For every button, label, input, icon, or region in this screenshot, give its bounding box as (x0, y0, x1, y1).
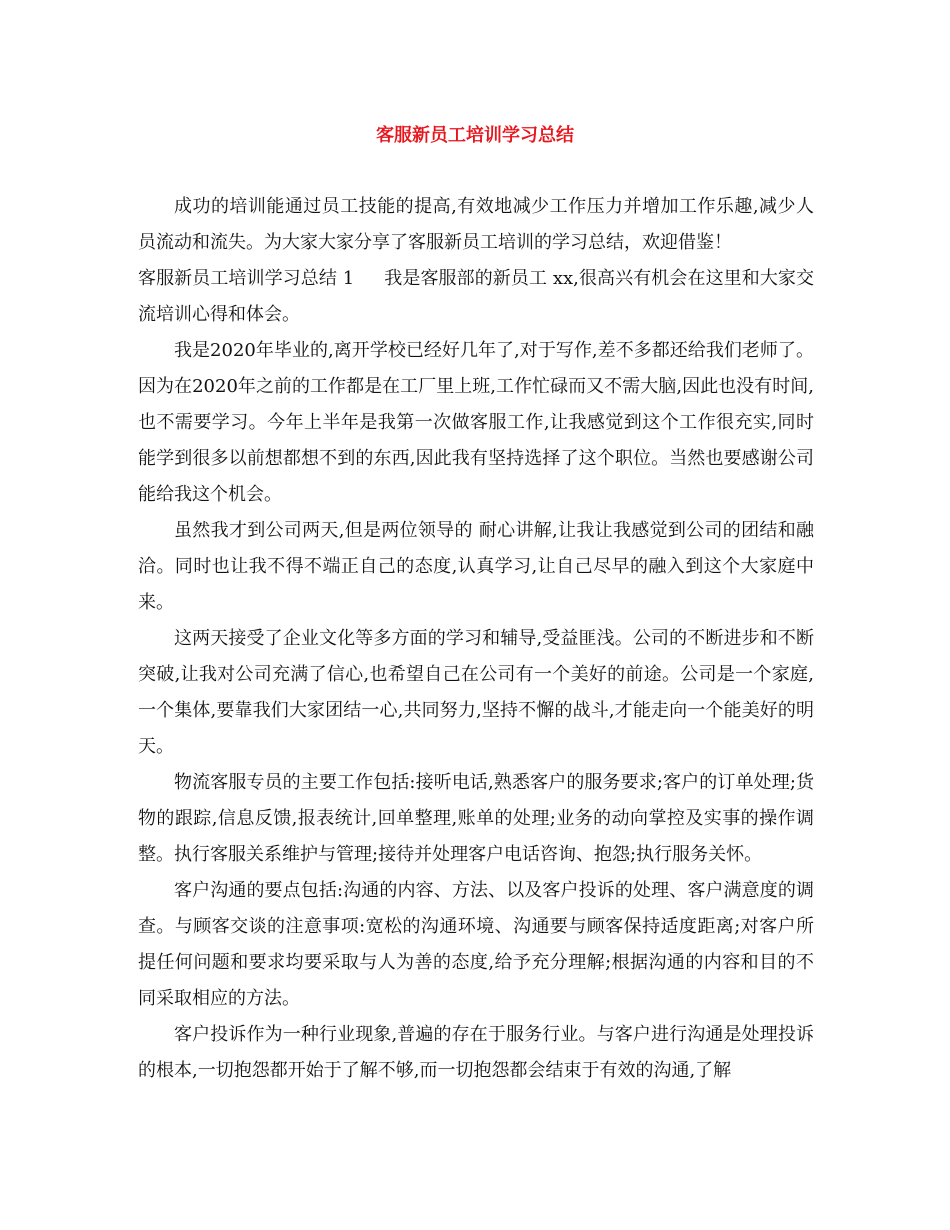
document-title: 客服新员工培训学习总结 (376, 125, 574, 146)
paragraph-communication: 客户沟通的要点包括:沟通的内容、方法、以及客户投诉的处理、客户满意度的调查。与顾客交谈的注意事项:宽松的沟通环境、沟通要与顾客保持适度距离;对客户所提任何问题和要求均要采取与人为善的态度,给予充分理解;根据沟通的内容和目的不同采取相应的方法。 (138, 880, 814, 1009)
section-heading: 客服新员工培训学习总结 1 (138, 268, 355, 289)
paragraph-team: 虽然我才到公司两天,但是两位领导的 耐心讲解,让我让我感觉到公司的团结和融洽。同时也让我不得不端正自己的态度,认真学习,让自己尽早的融入到这个大家庭中来。 (138, 520, 814, 613)
paragraph-duties: 物流客服专员的主要工作包括:接听电话,熟悉客户的服务要求;客户的订单处理;货物的跟踪,信息反馈,报表统计,回单整理,账单的处理;业务的动向掌控及实事的操作调整。执行客服关系维护与管理;接待并处理客户电话咨询、抱怨;执行服务关怀。 (138, 772, 814, 865)
paragraph-section-start (138, 261, 814, 333)
paragraph-culture: 这两天接受了企业文化等多方面的学习和辅导,受益匪浅。公司的不断进步和不断突破,让我对公司充满了信心,也希望自己在公司有一个美好的前途。公司是一个家庭,一个集体,要靠我们大家团结一心,共同努力,坚持不懈的战斗,才能走向一个能美好的明天。 (138, 628, 814, 757)
paragraph-complaints: 客户投诉作为一种行业现象,普遍的存在于服务行业。与客户进行沟通是处理投诉的根本,一切抱怨都开始于了解不够,而一切抱怨都会结束于有效的沟通,了解 (138, 1024, 814, 1081)
document-body (138, 189, 814, 1089)
paragraph-intro: 成功的培训能通过员工技能的提高,有效地减少工作压力并增加工作乐趣,减少人员流动和流失。为大家大家分享了客服新员工培训的学习总结，欢迎借鉴！ (138, 196, 814, 253)
paragraph-background: 我是2020年毕业的,离开学校已经好几年了,对于写作,差不多都还给我们老师了。因为在2020年之前的工作都是在工厂里上班,工作忙碌而又不需大脑,因此也没有时间,也不需要学习。今年上半年是我第一次做客服工作,让我感觉到这个工作很充实,同时能学到很多以前想都想不到的东西,因此我有坚持选择了这个职位。当然也要感谢公司能给我这个机会。 (138, 340, 814, 505)
paragraph-self-intro: 我是客服部的新员工 xx,很高兴有机会在这里和大家交流培训心得和体会。 (138, 268, 814, 325)
